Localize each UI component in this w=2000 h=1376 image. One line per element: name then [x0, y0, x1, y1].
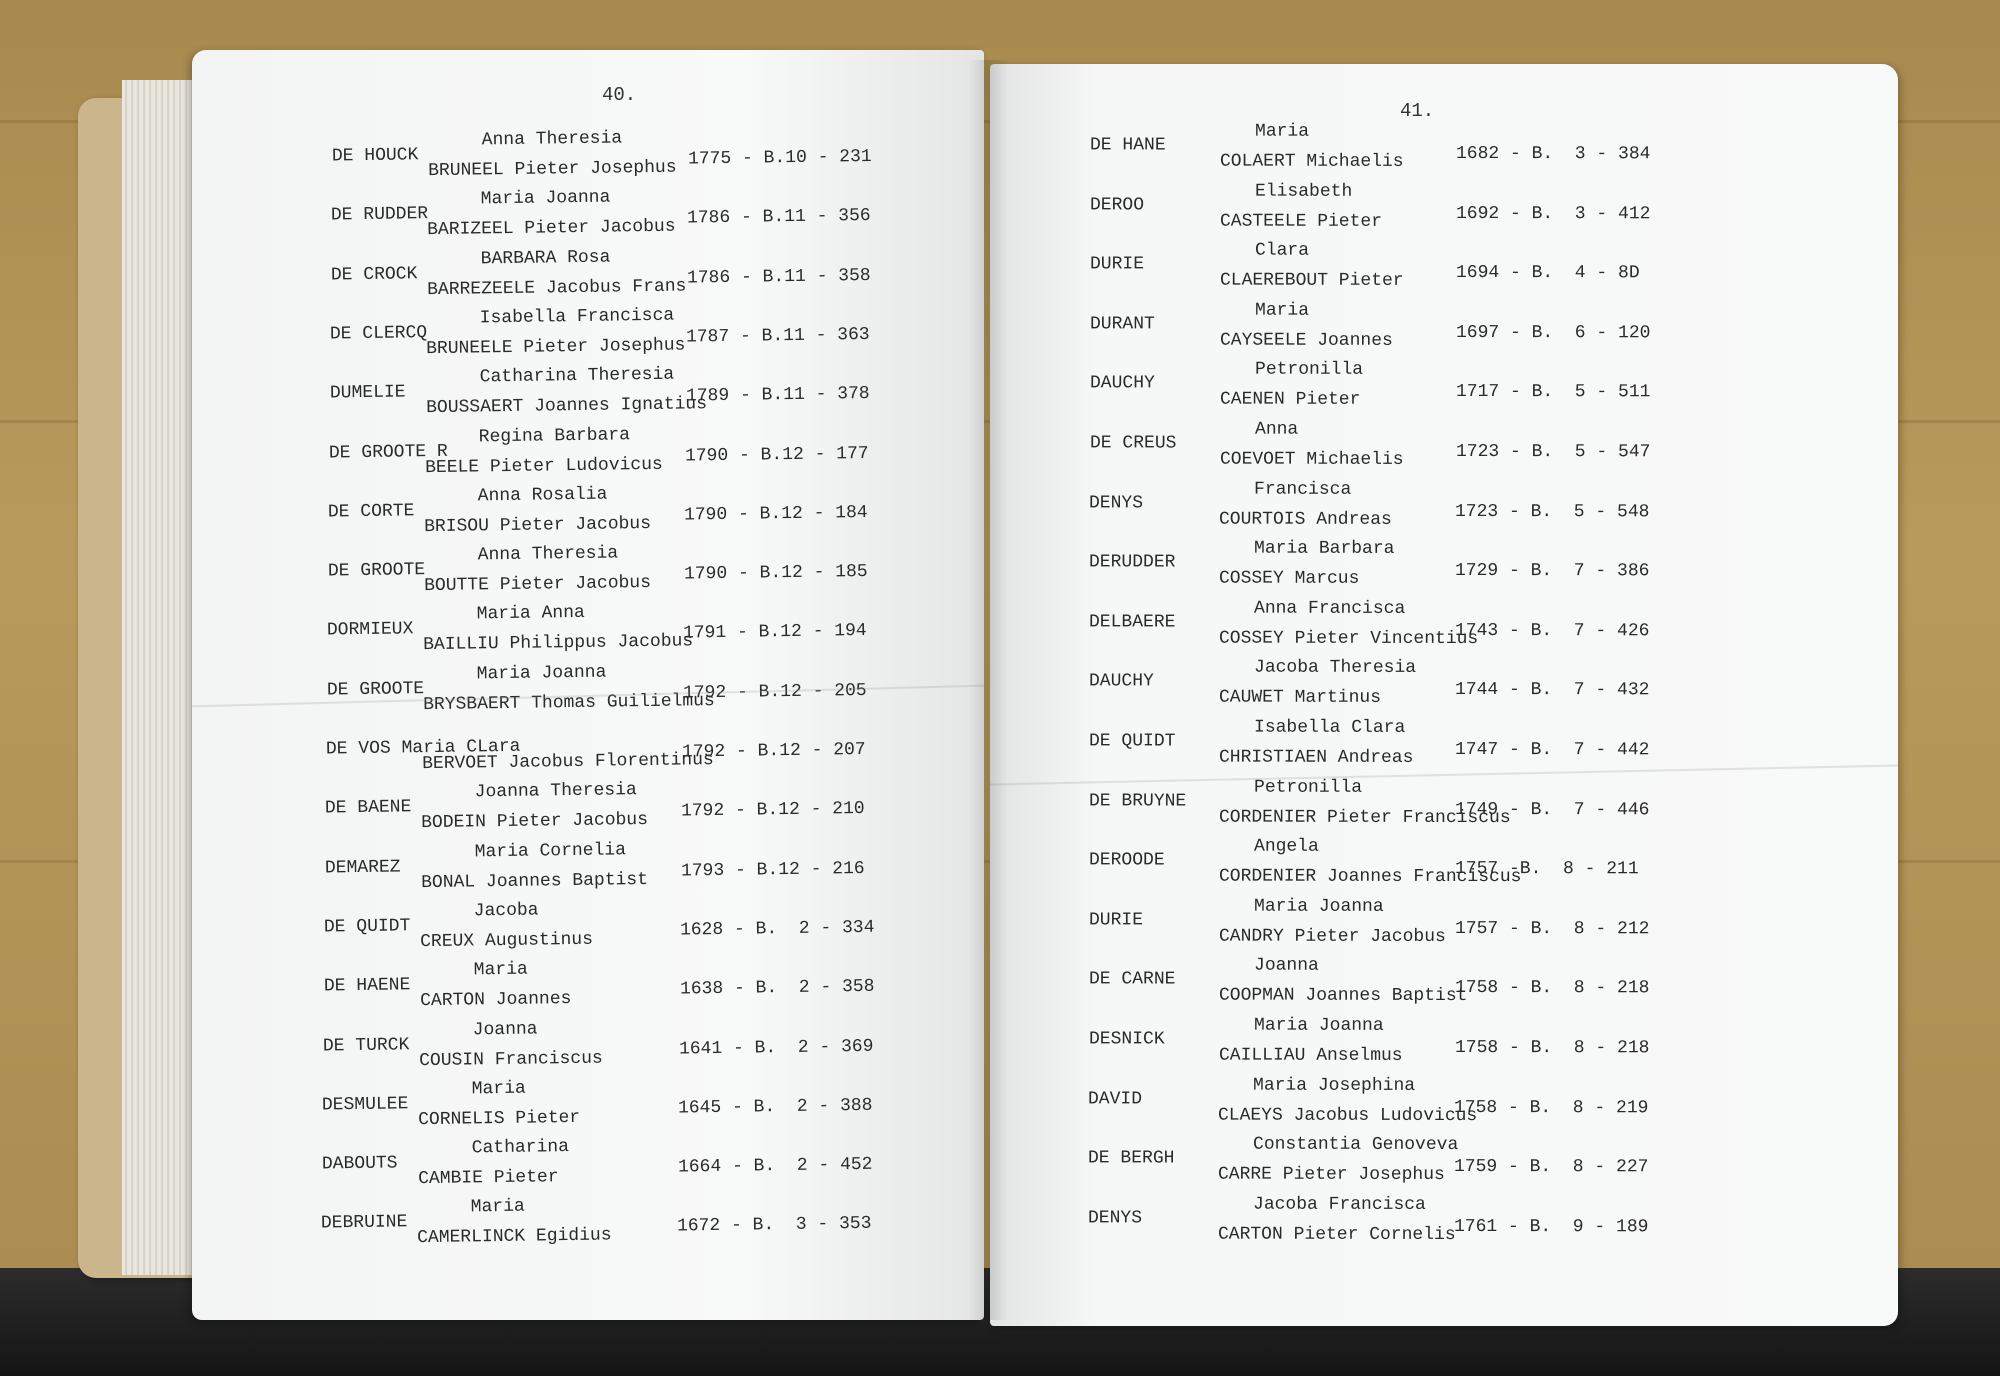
register-reference: 1645 - B. 2 - 388: [678, 1095, 873, 1119]
given-name: Isabella Clara: [1254, 717, 1406, 738]
register-entry: [1088, 1135, 1848, 1196]
given-name: Constantia Genoveva: [1253, 1134, 1459, 1156]
partner-name: BARREZEELE Jacobus Frans: [426, 276, 687, 300]
partner-name: BRISOU Pieter Jacobus: [424, 513, 652, 537]
given-name: Clara: [1254, 240, 1309, 261]
partner-name: BRUNEEL Pieter Josephus: [428, 157, 677, 182]
partner-name: COOPMAN Joannes Baptist: [1218, 985, 1468, 1007]
given-name: Isabella Francisca: [479, 305, 675, 329]
surname: DE CARNE: [1088, 969, 1176, 990]
partner-name: CAYSEELE Joannes: [1219, 330, 1393, 351]
given-name: Maria Joanna: [1253, 896, 1384, 917]
surname: DE HOUCK: [331, 145, 419, 167]
partner-name: CAUWET Martinus: [1219, 687, 1382, 709]
register-reference: 1758 - B. 8 - 219: [1454, 1097, 1649, 1118]
surname: DENYS: [1088, 1208, 1143, 1229]
partner-name: COUSIN Franciscus: [419, 1048, 603, 1071]
page-number: 40.: [602, 84, 637, 106]
register-reference: 1757 - B. 8 - 212: [1454, 918, 1650, 940]
register-entry: [1089, 956, 1849, 1017]
partner-name: COEVOET Michaelis: [1219, 449, 1404, 470]
surname: DE BRUYNE: [1088, 790, 1187, 812]
surname: DE CROCK: [330, 263, 418, 286]
partner-name: BONAL Joannes Baptist: [420, 869, 648, 893]
register-reference: 1664 - B. 2 - 452: [677, 1154, 873, 1178]
given-name: Maria Anna: [476, 603, 586, 625]
register-reference: 1759 - B. 8 - 227: [1454, 1157, 1649, 1178]
register-reference: 1793 - B.12 - 216: [680, 858, 865, 882]
register-reference: 1775 - B.10 - 231: [687, 146, 872, 170]
given-name: Maria Joanna: [1253, 1015, 1384, 1036]
given-name: Jacoba Francisca: [1253, 1194, 1427, 1215]
surname: DE RUDDER: [331, 204, 429, 226]
surname: DAUCHY: [1089, 671, 1154, 692]
partner-name: BAILLIU Philippus Jacobus: [423, 631, 694, 656]
partner-name: COSSEY Marcus: [1219, 568, 1360, 589]
register-reference: 1692 - B. 3 - 412: [1455, 203, 1651, 224]
given-name: Catharina: [471, 1137, 569, 1159]
given-name: Anna Theresia: [477, 543, 619, 566]
surname: DE GROOTE: [326, 678, 424, 701]
partner-name: CARTON Pieter Cornelis: [1218, 1224, 1456, 1245]
partner-name: COURTOIS Andreas: [1219, 509, 1393, 530]
given-name: Maria: [1255, 121, 1310, 142]
surname: DEROODE: [1088, 850, 1165, 871]
surname: DEMAREZ: [324, 857, 401, 879]
register-reference: 1758 - B. 8 - 218: [1454, 978, 1650, 999]
register-reference: 1628 - B. 2 - 334: [680, 917, 875, 941]
surname: DELBAERE: [1089, 612, 1176, 633]
register-entry: [1090, 300, 1850, 361]
register-entry: [329, 420, 970, 489]
register-reference: 1758 - B. 8 - 218: [1454, 1037, 1649, 1059]
given-name: Angela: [1253, 836, 1319, 857]
register-entry: [1089, 539, 1849, 600]
register-reference: 1694 - B. 4 - 8D: [1455, 263, 1640, 284]
register-reference: 1792 - B.12 - 205: [682, 680, 867, 704]
register-entry: [322, 1072, 963, 1141]
register-entry: [331, 183, 972, 252]
given-name: Anna Rosalia: [477, 484, 608, 507]
partner-name: BEELE Pieter Ludovicus: [425, 454, 663, 478]
partner-name: CORNELIS Pieter: [418, 1107, 581, 1130]
given-name: Joanna Theresia: [474, 780, 638, 803]
register-entry: [1089, 479, 1849, 540]
given-name: Anna Francisca: [1254, 598, 1406, 619]
given-name: Maria: [473, 959, 528, 981]
register-reference: 1789 - B.11 - 378: [685, 384, 870, 407]
given-name: Maria: [471, 1078, 527, 1100]
register-entry: [326, 717, 967, 786]
partner-name: CHRISTIAEN Andreas: [1218, 747, 1414, 768]
given-name: Petronilla: [1254, 360, 1363, 381]
partner-name: CORDENIER Joannes Franciscus: [1218, 866, 1522, 888]
register-entry: [328, 479, 969, 548]
surname: DUMELIE: [329, 382, 406, 404]
register-entry: [323, 1013, 964, 1082]
given-name: Catharina Theresia: [479, 364, 674, 388]
surname: DORMIEUX: [326, 619, 414, 641]
surname: DESMULEE: [322, 1094, 409, 1116]
register-reference: 1786 - B.11 - 358: [686, 265, 871, 289]
register-entry: [323, 954, 964, 1023]
page-number: 41.: [1400, 100, 1435, 122]
given-name: Francisca: [1254, 479, 1352, 500]
partner-name: CREUX Augustinus: [420, 929, 594, 953]
given-name: Jacoba Theresia: [1254, 658, 1417, 679]
given-name: Maria Cornelia: [474, 839, 626, 862]
given-name: Joanna: [1253, 956, 1319, 977]
register-reference: 1682 - B. 3 - 384: [1455, 143, 1651, 165]
surname: DURANT: [1089, 314, 1155, 335]
register-entry: [329, 361, 970, 430]
register-entry: [330, 301, 971, 370]
register-reference: 1641 - B. 2 - 369: [678, 1036, 874, 1059]
surname: DE CLERCQ: [329, 323, 428, 345]
given-name: Petronilla: [1253, 777, 1362, 798]
surname: DE VOS Maria CLara: [325, 736, 521, 760]
partner-name: CLAEYS Jacobus Ludovicus: [1218, 1105, 1478, 1126]
register-entry: [1088, 1194, 1848, 1255]
register-entry: [324, 894, 965, 963]
register-reference: 1790 - B.12 - 177: [684, 443, 869, 466]
register-entry: [324, 835, 965, 904]
surname: DE QUIDT: [1088, 731, 1176, 752]
surname: DE HANE: [1089, 135, 1166, 156]
register-entry: [1090, 241, 1850, 302]
surname: DE TURCK: [322, 1034, 410, 1056]
register-reference: 1747 - B. 7 - 442: [1454, 739, 1650, 761]
partner-name: CLAEREBOUT Pieter: [1219, 270, 1404, 292]
right-page: [990, 64, 1898, 1326]
register-reference: 1672 - B. 3 - 353: [677, 1214, 872, 1237]
partner-name: BOUSSAERT Joannes Ignatius: [425, 394, 707, 419]
surname: DEBRUINE: [320, 1212, 408, 1234]
surname: DABOUTS: [321, 1153, 398, 1175]
register-entry: [332, 124, 973, 193]
given-name: Maria Josephina: [1253, 1075, 1416, 1096]
register-reference: 1729 - B. 7 - 386: [1455, 561, 1650, 582]
partner-name: CASTEELE Pieter: [1219, 211, 1382, 232]
register-reference: 1761 - B. 9 - 189: [1454, 1216, 1649, 1238]
given-name: Regina Barbara: [478, 424, 631, 447]
surname: DE GROOTE: [327, 560, 426, 582]
left-page: [192, 50, 984, 1320]
surname: DE HAENE: [323, 975, 411, 997]
partner-name: BERVOET Jacobus Florentinus: [422, 750, 714, 775]
register-entry: [1089, 598, 1849, 659]
register-entry: [330, 242, 971, 311]
partner-name: CARTON Joannes: [419, 989, 572, 1012]
register-entry: [1088, 1075, 1848, 1136]
partner-name: CAMERLINCK Egidius: [417, 1225, 612, 1249]
surname: DAUCHY: [1089, 373, 1155, 394]
surname: DE CORTE: [328, 501, 415, 523]
partner-name: CARRE Pieter Josephus: [1218, 1164, 1446, 1186]
given-name: Joanna: [472, 1018, 538, 1040]
register-reference: 1638 - B. 2 - 358: [679, 976, 875, 1000]
surname: DENYS: [1089, 492, 1144, 514]
surname: DESNICK: [1088, 1029, 1165, 1050]
register-entry: [1089, 658, 1849, 719]
register-entry: [327, 598, 968, 667]
register-reference: 1791 - B.12 - 194: [683, 621, 867, 644]
partner-name: BARIZEEL Pieter Jacobus: [427, 216, 677, 241]
register-reference: 1792 - B.12 - 210: [681, 799, 866, 822]
surname: DURIE: [1089, 254, 1144, 275]
register-reference: 1786 - B.11 - 356: [687, 206, 872, 229]
surname: DERUDDER: [1089, 552, 1176, 573]
partner-name: CAILLIAU Anselmus: [1218, 1045, 1403, 1066]
register-entry: [321, 1132, 962, 1201]
given-name: Jacoba: [473, 900, 539, 922]
partner-name: CAENEN Pieter: [1219, 389, 1361, 411]
register-reference: 1790 - B.12 - 184: [684, 502, 869, 526]
surname: DE BERGH: [1088, 1148, 1175, 1169]
given-name: BARBARA Rosa: [480, 247, 611, 269]
given-name: Anna Theresia: [481, 128, 623, 151]
given-name: Maria Joanna: [476, 662, 607, 685]
partner-name: CAMBIE Pieter: [417, 1167, 559, 1190]
register-reference: 1723 - B. 5 - 548: [1455, 501, 1650, 522]
register-entry: [1089, 419, 1849, 480]
register-entry: [325, 776, 966, 845]
given-name: Anna: [1254, 419, 1298, 440]
register-reference: 1757 -B. 8 - 211: [1454, 859, 1639, 880]
register-reference: 1749 - B. 7 - 446: [1454, 799, 1650, 820]
register-reference: 1697 - B. 6 - 120: [1455, 322, 1651, 344]
register-entry: [1089, 777, 1849, 838]
surname: DEROO: [1089, 194, 1144, 216]
given-name: Maria: [470, 1197, 526, 1218]
register-reference: 1792 - B.12 - 207: [681, 739, 866, 763]
register-reference: 1723 - B. 5 - 547: [1455, 441, 1650, 463]
register-entry: [321, 1191, 962, 1260]
partner-name: BRYSBAERT Thomas Guilielmus: [422, 690, 715, 715]
register-reference: 1743 - B. 7 - 426: [1455, 620, 1650, 642]
register-entry: [1088, 1015, 1848, 1076]
surname: DAVID: [1088, 1088, 1143, 1110]
partner-name: COSSEY Pieter Vincentius: [1219, 628, 1479, 649]
partner-name: BRUNEELE Pieter Josephus: [426, 335, 686, 360]
given-name: Maria Joanna: [480, 187, 611, 210]
register-reference: 1787 - B.11 - 363: [686, 324, 870, 348]
surname: DE GROOTE R: [328, 441, 448, 463]
partner-name: BODEIN Pieter Jacobus: [421, 810, 649, 834]
register-reference: 1744 - B. 7 - 432: [1455, 680, 1650, 701]
given-name: Maria: [1254, 300, 1309, 321]
register-entry: [1089, 837, 1849, 898]
partner-name: COLAERT Michaelis: [1219, 151, 1404, 172]
register-entry: [1089, 896, 1849, 957]
partner-name: BOUTTE Pieter Jacobus: [423, 573, 651, 597]
register-reference: 1717 - B. 5 - 511: [1455, 382, 1651, 403]
register-entry: [327, 539, 968, 608]
register-entry: [326, 657, 967, 726]
surname: DE BAENE: [325, 797, 412, 819]
register-entry: [1090, 181, 1850, 242]
surname: DURIE: [1088, 910, 1143, 931]
register-reference: 1790 - B.12 - 185: [683, 562, 868, 585]
register-entry: [1090, 121, 1850, 182]
surname: DE CREUS: [1089, 433, 1176, 454]
given-name: Maria Barbara: [1254, 538, 1395, 560]
given-name: Elisabeth: [1254, 181, 1353, 202]
partner-name: CORDENIER Pieter Franciscus: [1218, 807, 1511, 828]
surname: DE QUIDT: [323, 916, 411, 938]
book-gutter: [968, 60, 1008, 1320]
register-entry: [1090, 360, 1850, 421]
partner-name: CANDRY Pieter Jacobus: [1218, 926, 1446, 947]
